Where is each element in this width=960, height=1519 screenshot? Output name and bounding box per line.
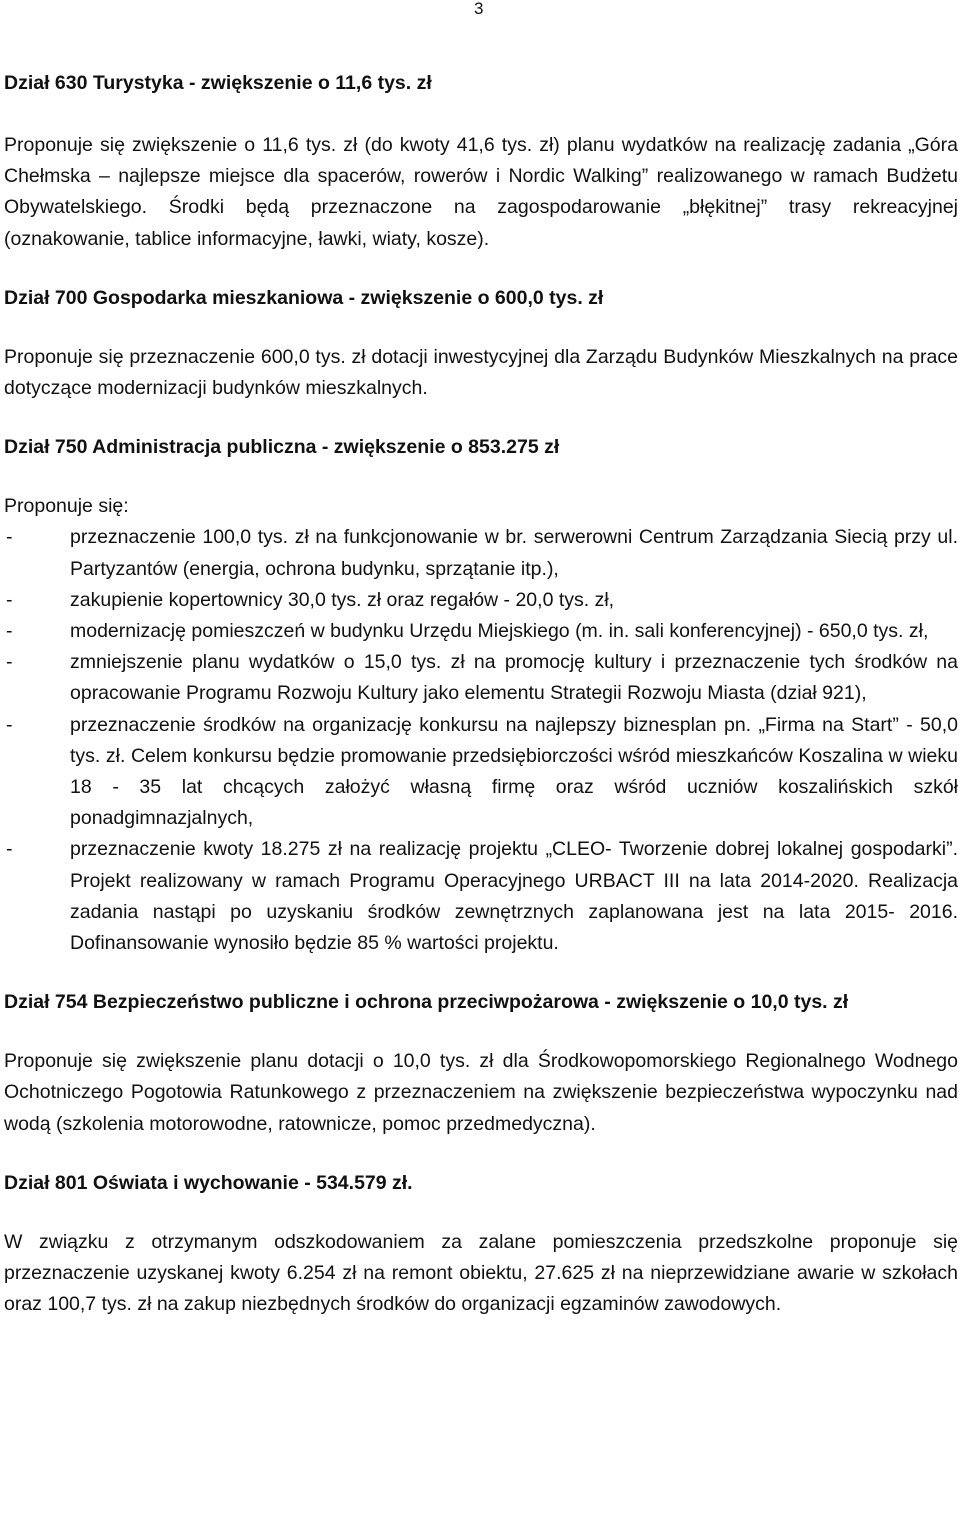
list-item <box>4 585 958 616</box>
section-heading-630: Dział 630 Turystyka - zwiększenie o 11,6 tys. zł <box>4 72 432 94</box>
section-heading-750: Dział 750 Administracja publiczna - zwiększenie o 853.275 zł <box>4 436 560 459</box>
list-item <box>4 834 958 959</box>
section-body-630: Proponuje się zwiększenie o 11,6 tys. zł (do kwoty 41,6 tys. zł) planu wydatków na realizację zadania „Góra Chełmska – najlepsze miejsce dla spacerów, rowerów i Nordic Walking” realizowanego w ramach Budżetu Obywatelskiego. Środki będą przeznaczone na zagospodarowanie „błękitnej” trasy rekreacyjnej (oznakowanie, tablice informacyjne, ławki, wiaty, kosze). <box>4 134 958 250</box>
list-item <box>4 647 958 709</box>
list-dash: - <box>6 838 13 861</box>
list-item-text: przeznaczenie środków na organizację konkursu na najlepszy biznesplan pn. „Firma na Start” - 50,0 tys. zł. Celem konkursu będzie promowanie przedsiębiorczości wśród mieszkańców Koszalina w wieku 18 - 35 lat chcących założyć własną firmę oraz wśród uczniów koszalińskich szkół ponadgimnazjalnych, <box>70 713 958 830</box>
list-item-text: modernizację pomieszczeń w budynku Urzędu Miejskiego (m. in. sali konferencyjnej) - 650,0 tys. zł, <box>70 620 929 643</box>
section-body-801: W związku z otrzymanym odszkodowaniem za zalane pomieszczenia przedszkolne proponuje się przeznaczenie uzyskanej kwoty 6.254 zł na remont obiektu, 27.625 zł na nieprzewidziane awarie w szkołach oraz 100,7 tys. zł na zakup niezbędnych środków do organizacji egzaminów zawodowych. <box>4 1230 958 1316</box>
list-item <box>4 710 958 835</box>
section-heading-700: Dział 700 Gospodarka mieszkaniowa - zwiększenie o 600,0 tys. zł <box>4 286 604 309</box>
document-body <box>4 68 958 1320</box>
section-body-700: Proponuje się przeznaczenie 600,0 tys. zł dotacji inwestycyjnej dla Zarządu Budynków Mieszkalnych na prace dotyczące modernizacji budynków mieszkalnych. <box>4 345 958 400</box>
list-item-text: przeznaczenie 100,0 tys. zł na funkcjonowanie w br. serwerowni Centrum Zarządzania Siecią przy ul. Partyzantów (energia, ochrona budynku, sprzątanie itp.), <box>70 526 958 580</box>
list-item <box>4 616 958 647</box>
list-item-text: przeznaczenie kwoty 18.275 zł na realizację projektu „CLEO- Tworzenie dobrej lokalnej gospodarki”. Projekt realizowany w ramach Programu Operacyjnego URBACT III na lata 2014-2020. Realizacja zadania nastąpi po uzyskaniu środków zewnętrznych zaplanowana jest na lata 2015- 2016. Dofinansowanie wynosiło będzie 85 % wartości projektu. <box>70 838 958 955</box>
section-heading-754: Dział 754 Bezpieczeństwo publiczne i ochrona przeciwpożarowa - zwiększenie o 10,0 tys. zł <box>4 991 849 1014</box>
bullet-list-750 <box>4 522 958 959</box>
list-dash: - <box>6 713 13 736</box>
list-item <box>4 522 958 584</box>
list-dash: - <box>6 526 13 549</box>
list-item-text: zakupienie kopertownicy 30,0 tys. zł oraz regałów - 20,0 tys. zł, <box>70 588 615 611</box>
list-dash: - <box>6 620 13 643</box>
section-body-754: Proponuje się zwiększenie planu dotacji o 10,0 tys. zł dla Środkowopomorskiego Regionalnego Wodnego Ochotniczego Pogotowia Ratunkowego z przeznaczeniem na zwiększenie bezpieczeństwa wypoczynku nad wodą (szkolenia motorowodne, ratownicze, pomoc przedmedyczna). <box>4 1050 958 1135</box>
section-intro-750: Proponuje się: <box>4 495 129 518</box>
list-dash: - <box>6 588 13 611</box>
list-item-text: zmniejszenie planu wydatków o 15,0 tys. zł na promocję kultury i przeznaczenie tych środków na opracowanie Programu Rozwoju Kultury jako elementu Strategii Rozwoju Miasta (dział 921), <box>70 651 958 705</box>
page-number: 3 <box>474 0 484 18</box>
list-dash: - <box>6 651 13 674</box>
section-heading-801: Dział 801 Oświata i wychowanie - 534.579 zł. <box>4 1171 413 1194</box>
